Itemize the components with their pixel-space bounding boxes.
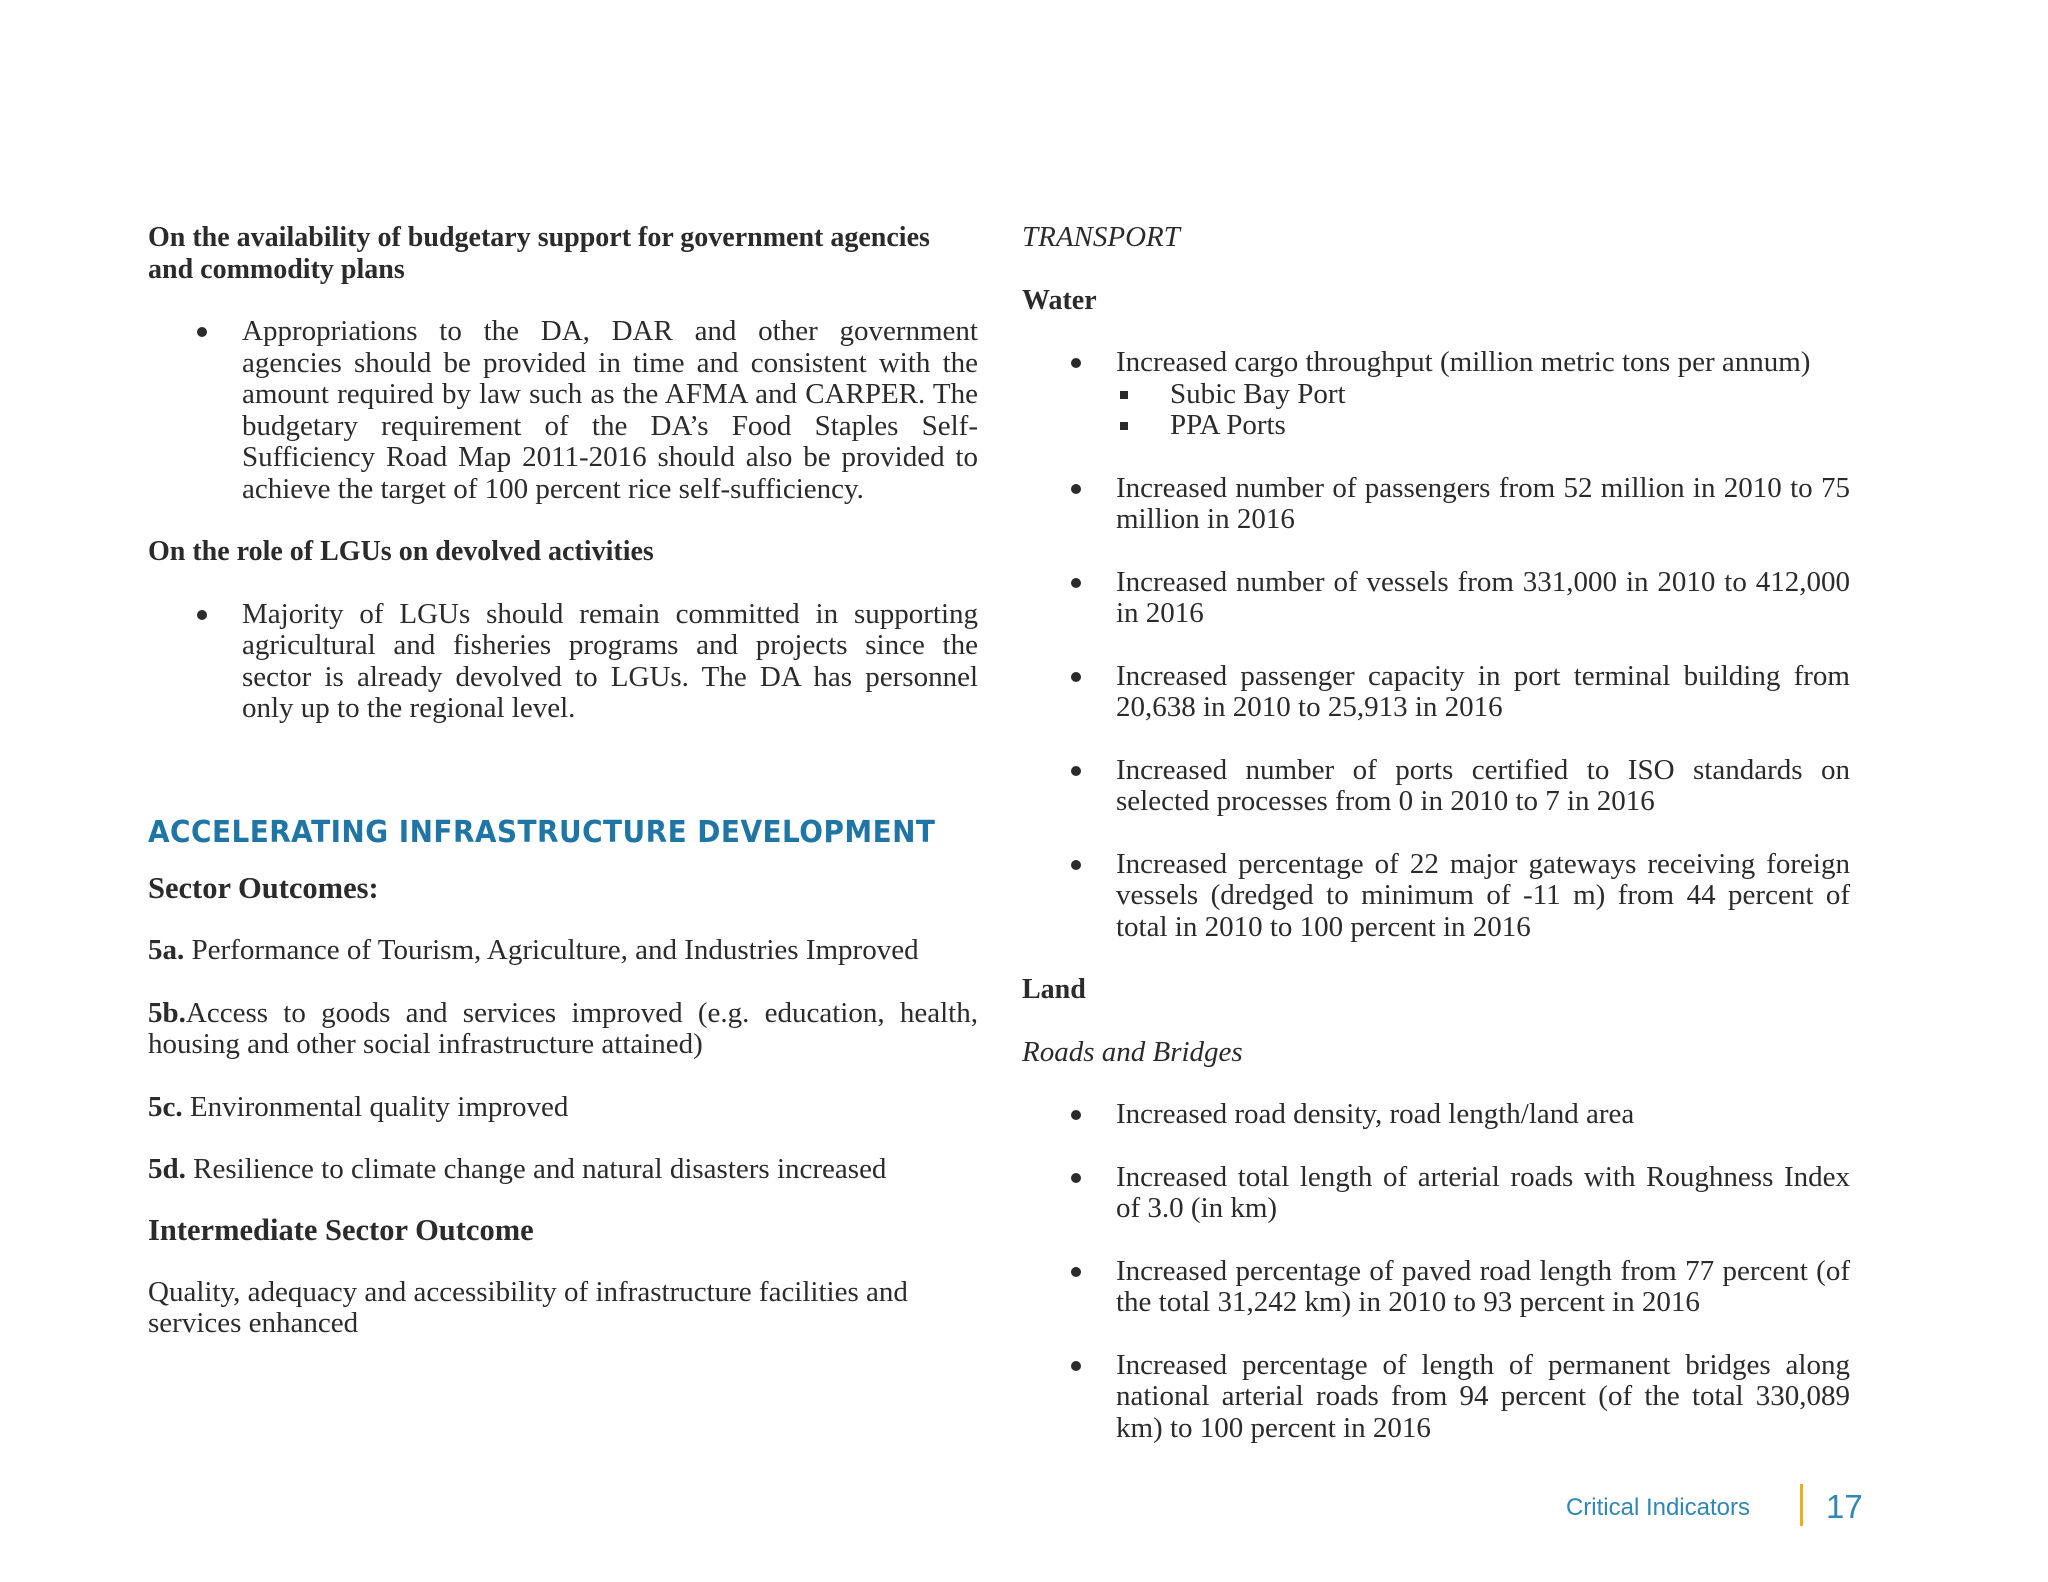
list-item <box>1022 473 1850 536</box>
outcome-label: 5d. <box>148 1153 186 1185</box>
budget-list <box>148 316 978 505</box>
budget-bullet-text: Appropriations to the DA, DAR and other government agencies should be provided in time and consistent with the amount required by law such as the AFMA and CARPER. The budgetary requirement of the DA’s Food Staples Self-Sufficiency Road Map 2011-2016 should also be provided to achieve the target of 100 percent rice self-sufficiency. <box>242 315 978 505</box>
list-item <box>1022 1099 1850 1131</box>
bullet-icon <box>1071 1267 1081 1277</box>
left-column <box>148 222 978 1340</box>
water-item-text: Increased passenger capacity in port terminal building from 20,638 in 2010 to 25,913 in 2016 <box>1116 659 1850 723</box>
list-item <box>1022 755 1850 818</box>
outcome-text: Resilience to climate change and natural disasters increased <box>193 1153 887 1185</box>
outcome-5a <box>148 935 978 967</box>
bullet-icon <box>1071 358 1081 368</box>
list-item <box>1022 1256 1850 1319</box>
section-title: ACCELERATING INFRASTRUCTURE DEVELOPMENT <box>148 814 936 850</box>
water-item-text: Increased percentage of 22 major gateways receiving foreign vessels (dredged to minimum of -11 m) from 44 percent of total in 2010 to 100 percent in 2016 <box>1116 847 1850 943</box>
port-name: Subic Bay Port <box>1170 377 1346 410</box>
transport-heading: TRANSPORT <box>1022 221 1180 253</box>
port-name: PPA Ports <box>1170 409 1286 441</box>
list-item <box>1022 347 1850 442</box>
list-item <box>1116 410 1850 442</box>
footer-section-label: Critical Indicators <box>1565 1494 1750 1521</box>
outcome-text: Access to goods and services improved (e.g. education, health, housing and other social infrastructure attained) <box>148 996 978 1060</box>
list-item <box>1022 849 1850 944</box>
lgu-bullet-text: Majority of LGUs should remain committed in supporting agricultural and fisheries programs and projects since the sector is already devolved to LGUs. The DA has personnel only up to the regional level. <box>242 597 978 724</box>
sector-outcomes-heading: Sector Outcomes: <box>148 871 379 905</box>
square-bullet-icon <box>1120 422 1128 430</box>
list-item <box>1116 379 1850 411</box>
water-list <box>1022 347 1850 943</box>
outcome-5b <box>148 998 978 1061</box>
land-heading: Land <box>1022 974 1086 1005</box>
roads-list <box>1022 1099 1850 1444</box>
water-heading: Water <box>1022 284 1097 316</box>
water-item-text: Increased number of vessels from 331,000 in 2010 to 412,000 in 2016 <box>1116 565 1850 629</box>
outcome-text: Performance of Tourism, Agriculture, and Industries Improved <box>191 934 919 966</box>
square-bullet-icon <box>1120 391 1128 399</box>
water-item-text: Increased number of passengers from 52 million in 2010 to 75 million in 2016 <box>1116 471 1850 535</box>
list-item <box>148 316 978 505</box>
list-item <box>1022 1350 1850 1445</box>
road-item-text: Increased percentage of length of permanent bridges along national arterial roads from 94 percent (of the total 330,089 km) to 100 percent in 2016 <box>1116 1348 1850 1444</box>
bullet-icon <box>1071 1361 1081 1371</box>
list-item <box>148 599 978 725</box>
bullet-icon <box>1071 766 1081 776</box>
outcome-label: 5c. <box>148 1090 183 1123</box>
list-item <box>1022 567 1850 630</box>
bullet-icon <box>197 610 207 620</box>
water-item-text: Increased number of ports certified to ISO standards on selected processes from 0 in 2010 to 7 in 2016 <box>1116 753 1850 817</box>
bullet-icon <box>1071 578 1081 588</box>
intermediate-outcome-text: Quality, adequacy and accessibility of infrastructure facilities and services enhanced <box>148 1275 908 1339</box>
bullet-icon <box>197 327 207 337</box>
footer-divider <box>1800 1484 1803 1526</box>
page-footer <box>1500 1484 1863 1534</box>
page-number: 17 <box>1826 1488 1863 1525</box>
road-item-text: Increased percentage of paved road length from 77 percent (of the total 31,242 km) in 2010 to 93 percent in 2016 <box>1116 1254 1850 1318</box>
outcome-label: 5a. <box>148 934 185 966</box>
bullet-icon <box>1071 1173 1081 1183</box>
list-item <box>1022 1162 1850 1225</box>
water-item-text: Increased cargo throughput (million metric tons per annum) <box>1116 346 1811 378</box>
outcome-5c <box>148 1092 978 1124</box>
road-item-text: Increased total length of arterial roads with Roughness Index of 3.0 (in km) <box>1116 1160 1850 1224</box>
road-item-text: Increased road density, road length/land area <box>1116 1098 1635 1130</box>
list-item <box>1022 661 1850 724</box>
right-column <box>1022 222 1850 1444</box>
intermediate-outcome-heading: Intermediate Sector Outcome <box>148 1212 534 1247</box>
bullet-icon <box>1071 672 1081 682</box>
outcome-5d <box>148 1154 978 1186</box>
lgu-list <box>148 599 978 725</box>
bullet-icon <box>1071 1110 1081 1120</box>
outcome-label: 5b. <box>148 996 186 1029</box>
bullet-icon <box>1071 484 1081 494</box>
bullet-icon <box>1071 860 1081 870</box>
heading-budgetary-support: On the availability of budgetary support for government agencies and commodity plans <box>148 222 930 285</box>
ports-sublist <box>1116 379 1850 442</box>
outcome-text: Environmental quality improved <box>189 1090 569 1123</box>
heading-lgu-role: On the role of LGUs on devolved activities <box>148 536 654 567</box>
roads-bridges-heading: Roads and Bridges <box>1022 1035 1243 1068</box>
